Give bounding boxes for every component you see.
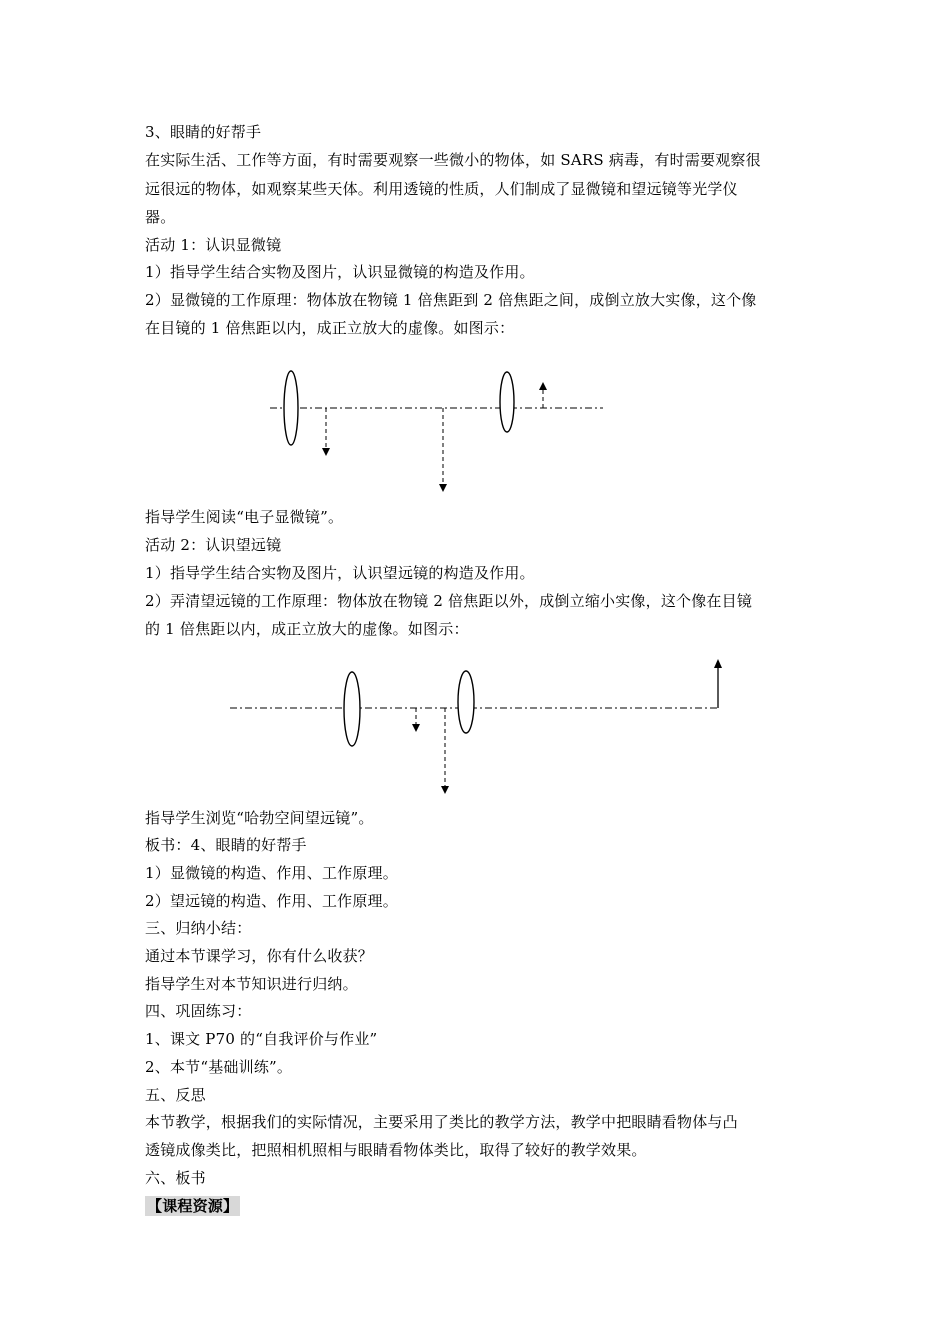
activity2-reading: 指导学生浏览“哈勃空间望远镜”。 [145, 809, 374, 827]
virtual-image-arrow [714, 659, 722, 708]
practice-item-1: 1、课文 P70 的“自我评价与作业” [145, 1030, 378, 1048]
intro-line-2: 远很远的物体，如观察某些天体。利用透镜的性质，人们制成了显微镜和望远镜等光学仪 [145, 180, 738, 198]
telescope-diagram [0, 650, 950, 800]
practice-item-2: 2、本节“基础训练”。 [145, 1058, 293, 1076]
objective-lens [344, 672, 360, 746]
reflection-line-2: 透镜成像类比，把照相机照相与眼睛看物体类比，取得了较好的教学效果。 [145, 1141, 647, 1159]
activity2-step2-line1: 2）弄清望远镜的工作原理：物体放在物镜 2 倍焦距以外，成倒立缩小实像，这个像在目镜 [145, 592, 753, 610]
activity1-step1: 1）指导学生结合实物及图片，认识显微镜的构造及作用。 [145, 263, 535, 281]
activity2-step2-line2: 的 1 倍焦距以内，成正立放大的虚像。如图示： [145, 620, 469, 638]
resources-tag: 【课程资源】 [147, 1197, 239, 1215]
activity1-reading: 指导学生阅读“电子显微镜”。 [145, 508, 344, 526]
practice-title: 四、巩固练习： [145, 1002, 252, 1020]
eyepiece-lens [458, 671, 474, 733]
summary-line-2: 指导学生对本节知识进行归纳。 [145, 975, 358, 993]
focal-point-arrow [441, 708, 449, 794]
resources-heading [145, 1196, 815, 1216]
reflection-line-1: 本节教学，根据我们的实际情况，主要采用了类比的教学方法，教学中把眼睛看物体与凸 [145, 1113, 738, 1131]
activity1-title: 活动 1：认识显微镜 [145, 236, 282, 254]
eyepiece-lens [500, 372, 514, 432]
object-arrow [539, 382, 547, 408]
summary-line-1: 通过本节课学习，你有什么收获？ [145, 947, 374, 965]
intro-line-3: 器。 [145, 208, 176, 226]
reflection-title: 五、反思 [145, 1086, 206, 1104]
summary-title: 三、归纳小结： [145, 919, 252, 937]
intro-line-1: 在实际生活、工作等方面，有时需要观察一些微小的物体，如 SARS 病毒，有时需要观察很 [145, 151, 761, 169]
section-title: 3、眼睛的好帮手 [145, 123, 262, 141]
objective-lens [284, 371, 298, 445]
activity2-step1: 1）指导学生结合实物及图片，认识望远镜的构造及作用。 [145, 564, 535, 582]
board-item-1: 1）显微镜的构造、作用、工作原理。 [145, 864, 398, 882]
board-item-2: 2）望远镜的构造、作用、工作原理。 [145, 892, 398, 910]
microscope-diagram [0, 360, 950, 500]
activity1-step2-line2: 在目镜的 1 倍焦距以内，成正立放大的虚像。如图示： [145, 319, 515, 337]
virtual-image-arrow [439, 408, 447, 492]
board-heading: 六、板书 [145, 1169, 206, 1187]
board-title: 板书：4、眼睛的好帮手 [145, 836, 307, 854]
real-image-arrow [412, 708, 420, 732]
real-image-arrow [322, 408, 330, 456]
activity1-step2-line1: 2）显微镜的工作原理：物体放在物镜 1 倍焦距到 2 倍焦距之间，成倒立放大实像，这个像 [145, 291, 757, 309]
activity2-title: 活动 2：认识望远镜 [145, 536, 282, 554]
